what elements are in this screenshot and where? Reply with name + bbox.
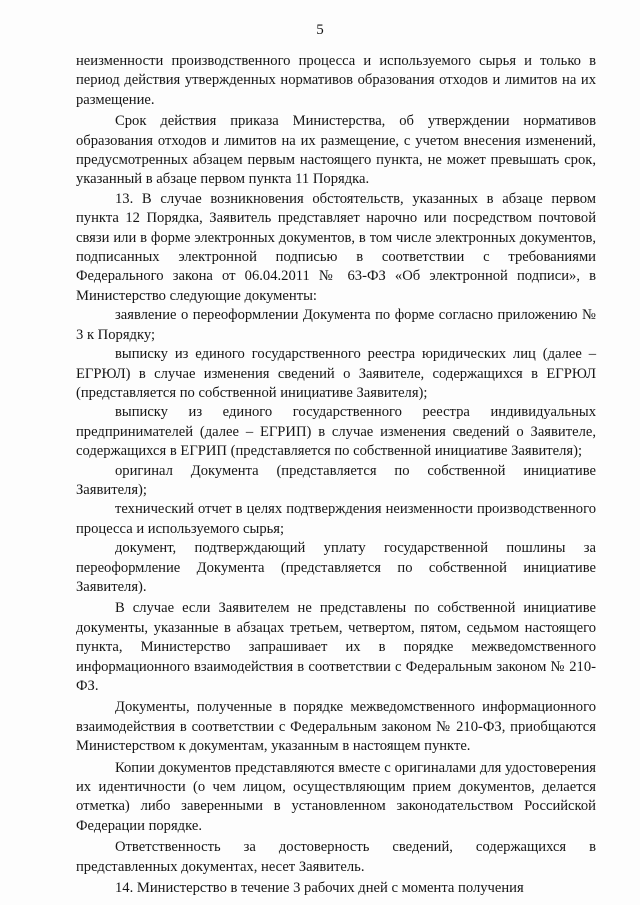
paragraph-egrul-extract: выписку из единого государственного реестра юридических лиц (далее – ЕГРЮЛ) в случае изменения сведений о Заявителе, содержащихся в ЕГРЮЛ (представляется по собственной инициативе Заявителя); [76,346,596,401]
paragraph-responsibility: Ответственность за достоверность сведений, содержащихся в представленных документах, несет Заявитель. [76,839,596,875]
paragraph-application: заявление о переоформлении Документа по форме согласно приложению № 3 к Порядку; [76,307,596,343]
paragraph-received-documents: Документы, полученные в порядке межведомственного информационного взаимодействия в соответствии с Федеральным законом № 210-ФЗ, приобщаются Министерством к документам, указанным в настоящем пункте. [76,699,596,755]
page-number: 5 [316,22,324,38]
document-body [76,52,596,898]
paragraph-original-document: оригинал Документа (представляется по собственной инициативе Заявителя); [76,462,596,498]
paragraph-item-14: 14. Министерство в течение 3 рабочих дней с момента получения [115,880,524,897]
paragraph-fee-payment: документ, подтверждающий уплату государственной пошлины за переоформление Документа (представляется по собственной инициативе Заявителя). [76,540,596,595]
paragraph-interagency-request: В случае если Заявителем не представлены по собственной инициативе документы, указанные в абзацах третьем, четвертом, пятом, седьмом настоящего пункта, Министерство запрашивает их в порядке межведомственного информационного взаимодействия в соответствии с Федеральным законом № 210-ФЗ. [76,600,596,694]
paragraph-copies: Копии документов представляются вместе с оригиналами для удостоверения их идентичности (о чем лицом, осуществляющим прием документов, делается отметка) либо заверенными в установленном законодательством Российской Федерации порядке. [76,759,596,834]
paragraph-order-validity: Срок действия приказа Министерства, об утверждении нормативов образования отходов и лимитов на их размещение, с учетом внесения изменений, предусмотренных абзацем первым настоящего пункта, не может превышать срок, указанный в абзаце первом пункта 11 Порядка. [76,113,596,188]
paragraph-continuation: неизменности производственного процесса и используемого сырья и только в период действия утвержденных нормативов образования отходов и лимитов на их размещение. [76,53,596,108]
paragraph-item-13: 13. В случае возникновения обстоятельств, указанных в абзаце первом пункта 12 Порядка, Заявитель представляет нарочно или посредством почтовой связи или в форме электронных документов, в том числе электронных документов, подписанных электронной подписью в соответствии с требованиями Федерального закона от 06.04.2011 № 63-ФЗ «Об электронной подписи», в Министерство следующие документы: [76,190,596,304]
paragraph-technical-report: технический отчет в целях подтверждения неизменности производственного процесса и используемого сырья; [76,501,596,537]
paragraph-egrip-extract: выписку из единого государственного реестра индивидуальных предпринимателей (далее – ЕГРИП) в случае изменения сведений о Заявителе, содержащихся в ЕГРИП (представляется по собственной инициативе Заявителя); [76,404,596,460]
